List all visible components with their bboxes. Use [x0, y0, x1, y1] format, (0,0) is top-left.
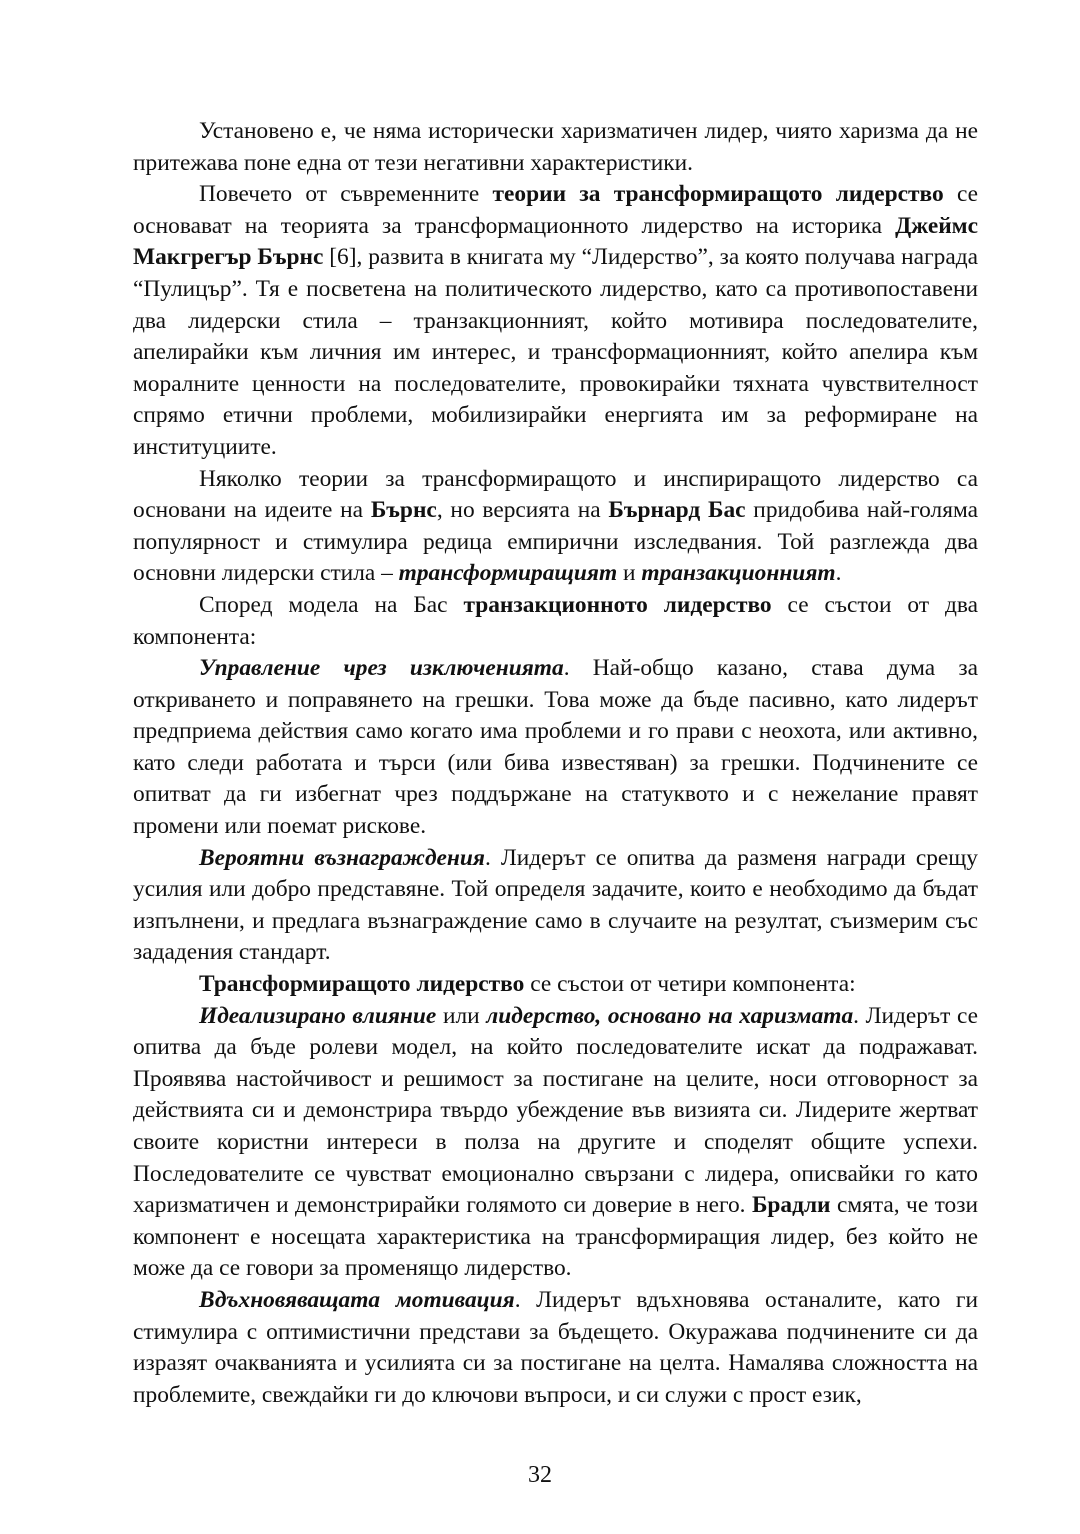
text-run: смята, че този компонент е носещата характеристика на трансформиращия лидер, без който не може да се говори за променящо лидерство.	[133, 1192, 978, 1282]
bold-italic-term: Управление чрез изключенията	[199, 655, 564, 682]
bold-italic-term: Идеализирано влияние	[199, 1002, 437, 1029]
bold-italic-term: Вероятни възнаграждения	[199, 844, 485, 871]
paragraph	[133, 1001, 978, 1285]
text-run: придобива най-голяма популярност и стимулира редица емпирични изследвания. Той разглежда два основни лидерски стила –	[133, 497, 978, 587]
text-run: Няколко теории за трансформиращото и инспириращото лидерство са основани на идеите на	[133, 465, 978, 524]
bold-name: Бърнс	[370, 497, 437, 524]
text-run: .	[835, 560, 842, 587]
text-run: . Лидерът се опитва да бъде ролеви модел, на който последователите искат да подражават. Проявява настойчивост и решимост за постигане на целите, носи отговорност за действията си и демонстрира твърдо убеждение във визията си. Лидерите жертват своите користни интереси в полза на другите и споделят общите успехи. Последователите се чувстват емоционално свързани с лидера, описвайки го като харизматичен и демонстрирайки голямото си доверие в него.	[133, 1002, 978, 1219]
text-run: [6], развита в книгата му “Лидерство”, за която получава награда “Пулицър”. Тя е посветена на политическото лидерство, като са противопоставени два лидерски стила – транзакционният, който мотивира последователите, апелирайки към личния им интерес, и трансформационният, който апелира към моралните ценности на последователите, провокирайки тяхната чувствителност спрямо етични проблеми, мобилизирайки енергията им за реформиране на институциите.	[133, 244, 978, 460]
bold-name: Брадли	[751, 1192, 831, 1219]
paragraph	[133, 653, 978, 843]
bold-term: Трансформиращото лидерство	[199, 971, 525, 998]
text-run: се състои от два компонента:	[133, 591, 978, 650]
paragraph	[133, 590, 978, 653]
bold-term: транзакционното лидерство	[463, 591, 772, 618]
text-run: . Лидерът вдъхновява останалите, като ги стимулира с оптимистични представи за бъдещето. Окуражава подчинените си да изразят очакванията и усилията си за постигане на целта. Намалява сложността на проблемите, свеждайки ги до ключови въпроси, и си служи с прост език,	[133, 1286, 978, 1408]
bold-name: Джеймс Макгрегър Бърнс	[133, 212, 978, 271]
page-number: 32	[528, 1462, 552, 1488]
text-run: . Най-общо казано, става дума за откриването и поправянето на грешки. Това може да бъде пасивно, като лидерът предприема действия само когато има проблеми и го прави с неохота, или активно, като следи работата и търси (или бива известяван) за грешки. Подчинените се опитват да ги избегнат чрез поддържане на статуквото и с нежелание правят промени или поемат рискове.	[133, 655, 978, 840]
paragraph	[133, 179, 978, 463]
bold-italic-term: трансформиращият	[398, 560, 618, 587]
bold-term: теории за трансформиращото лидерство	[492, 181, 944, 208]
page-body	[133, 116, 978, 1411]
text-run: и	[617, 560, 642, 587]
bold-italic-term: транзакционният	[641, 560, 836, 587]
bold-name: Бърнард Бас	[608, 497, 746, 524]
text-run: се основават на теорията за трансформационното лидерство на историка	[133, 181, 978, 239]
text-run: . Лидерът се опитва да разменя награди срещу усилия или добро представяне. Той определя задачите, които е необходимо да бъдат изпълнени, и предлага възнаграждение само в случаите на резултат, съизмерим със зададения стандарт.	[133, 844, 979, 966]
text-run: се състои от четири компонента:	[524, 971, 856, 998]
bold-italic-term: лидерство, основано на харизмата	[486, 1002, 854, 1029]
paragraph	[133, 843, 978, 969]
text-run: Установено е, че няма исторически харизматичен лидер, чиято харизма да не притежава поне една от тези негативни характеристики.	[133, 118, 978, 176]
text-run: , но версията на	[436, 497, 609, 524]
paragraph	[133, 969, 978, 1001]
paragraph	[133, 464, 978, 590]
text-run: Според модела на Бас	[199, 591, 464, 618]
paragraph	[133, 1285, 978, 1411]
bold-italic-term: Вдъхновяващата мотивация	[199, 1286, 515, 1313]
text-run: или	[436, 1002, 487, 1029]
text-run: Повечето от съвременните	[199, 181, 493, 208]
paragraph	[133, 116, 978, 179]
